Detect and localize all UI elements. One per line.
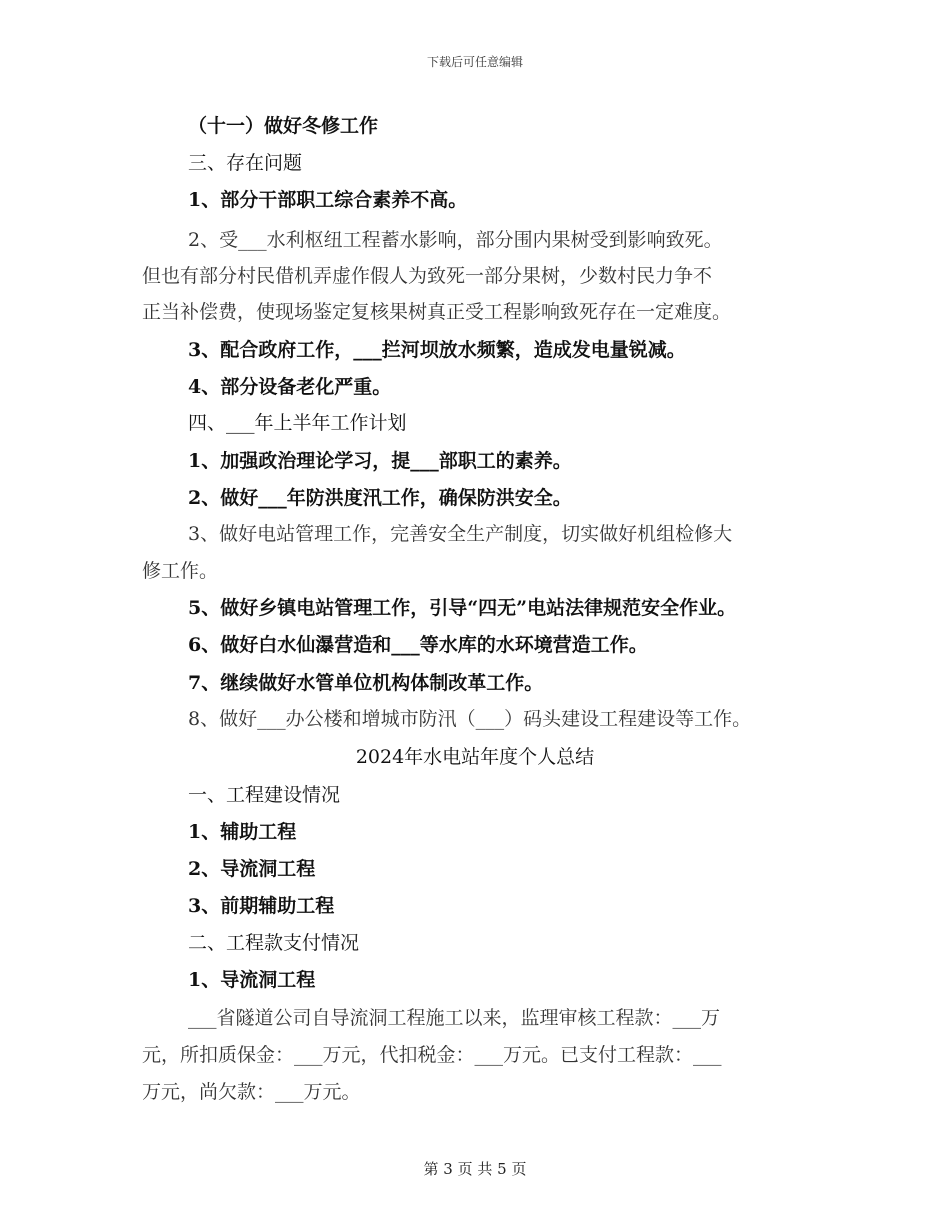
- construction-item-3: 3、前期辅助工程: [188, 895, 335, 917]
- section-heading-plan: 四、___年上半年工作计划: [188, 412, 407, 434]
- plan-item-2: 2、做好___年防洪度汛工作，确保防洪安全。: [188, 487, 572, 509]
- payment-item-1: 1、导流洞工程: [188, 969, 316, 991]
- plan-item-3-cont: 修工作。: [142, 560, 219, 582]
- plan-item-6: 6、做好白水仙瀑营造和___等水库的水环境营造工作。: [188, 634, 648, 656]
- document-title: 2024年水电站年度个人总结: [355, 746, 595, 768]
- problem-item-1: 1、部分干部职工综合素养不高。: [188, 189, 468, 211]
- construction-item-2: 2、导流洞工程: [188, 858, 316, 880]
- plan-item-7: 7、继续做好水管单位机构体制改革工作。: [188, 672, 544, 694]
- construction-item-1: 1、辅助工程: [188, 821, 297, 843]
- plan-item-5: 5、做好乡镇电站管理工作，引导“四无”电站法律规范安全作业。: [188, 597, 737, 619]
- plan-item-3: 3、做好电站管理工作，完善安全生产制度，切实做好机组检修大: [188, 523, 733, 545]
- page-footer: 第 3 页 共 5 页: [423, 1160, 527, 1178]
- page-header: 下载后可任意编辑: [426, 55, 523, 69]
- payment-paragraph-line-3: 万元，尚欠款：___万元。: [142, 1081, 361, 1103]
- problem-item-2: 2、受___水利枢纽工程蓄水影响，部分围内果树受到影响致死。: [188, 229, 723, 251]
- problem-item-2-cont-2: 正当补偿费，使现场鉴定复核果树真正受工程影响致死存在一定难度。: [142, 301, 732, 323]
- problem-item-2-cont-1: 但也有部分村民借机弄虚作假人为致死一部分果树，少数村民力争不: [142, 265, 713, 287]
- plan-item-1: 1、加强政治理论学习，提___部职工的素养。: [188, 450, 572, 472]
- problem-item-4: 4、部分设备老化严重。: [188, 376, 392, 398]
- problem-item-3: 3、配合政府工作，___拦河坝放水频繁，造成发电量锐减。: [188, 339, 686, 361]
- section-heading-winter-repair: （十一）做好冬修工作: [188, 115, 379, 137]
- section-heading-payment: 二、工程款支付情况: [188, 932, 360, 954]
- payment-paragraph-line-2: 元，所扣质保金：___万元，代扣税金：___万元。已支付工程款：___: [142, 1044, 722, 1066]
- payment-paragraph-line-1: ___省隧道公司自导流洞工程施工以来，监理审核工程款：___万: [188, 1007, 721, 1029]
- section-heading-problems: 三、存在问题: [188, 152, 303, 174]
- plan-item-8: 8、做好___办公楼和增城市防汛（___）码头建设工程建设等工作。: [188, 708, 752, 730]
- section-heading-construction: 一、工程建设情况: [188, 784, 341, 806]
